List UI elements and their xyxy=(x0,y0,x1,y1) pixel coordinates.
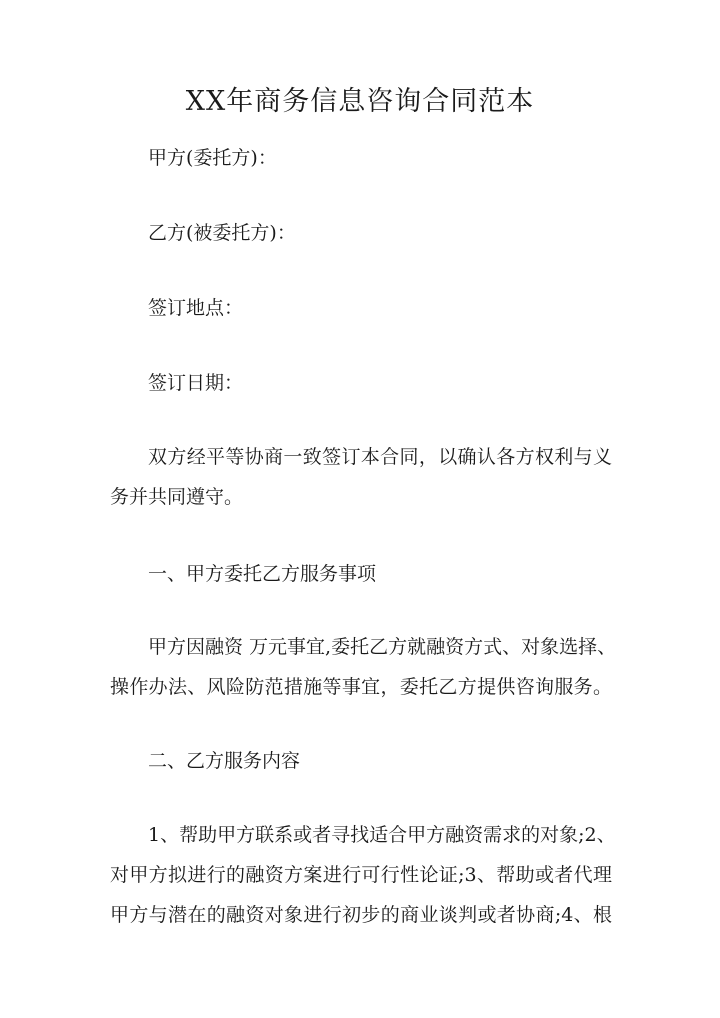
intro-text-1: 双方经平等协商一致签订本合同，以确认各方权利与义 xyxy=(148,446,612,468)
party-b-label: 乙方(被委托方)： xyxy=(148,222,296,244)
signing-date-label: 签订日期： xyxy=(148,372,244,394)
party-a-label: 甲方(委托方)： xyxy=(148,147,277,169)
section-1-paragraph-line-1 xyxy=(148,634,617,660)
section-2-heading: 二、乙方服务内容 xyxy=(148,750,301,772)
section-1-paragraph-line-2 xyxy=(110,674,612,700)
section-1-text-1: 甲方因融资 万元事宜,委托乙方就融资方式、对象选择、 xyxy=(148,636,617,658)
section-2-paragraph-line-2 xyxy=(110,862,612,888)
section-2-paragraph-line-1 xyxy=(148,822,616,848)
section-1-text-2: 操作办法、风险防范措施等事宜，委托乙方提供咨询服务。 xyxy=(110,676,612,698)
intro-paragraph-line-1 xyxy=(148,444,612,470)
signing-place-label: 签订地点： xyxy=(148,297,244,319)
section-2-paragraph-line-3 xyxy=(110,902,612,928)
intro-paragraph-line-2: 务并共同遵守。 xyxy=(110,486,244,508)
section-2-text-3: 甲方与潜在的融资对象进行初步的商业谈判或者协商;4、根 xyxy=(110,904,612,926)
document-title: XX年商务信息咨询合同范本 xyxy=(185,86,535,117)
section-1-heading: 一、甲方委托乙方服务事项 xyxy=(148,563,377,585)
section-2-text-1: 1、帮助甲方联系或者寻找适合甲方融资需求的对象;2、 xyxy=(148,824,616,846)
section-2-text-2: 对甲方拟进行的融资方案进行可行性论证;3、帮助或者代理 xyxy=(110,864,612,886)
